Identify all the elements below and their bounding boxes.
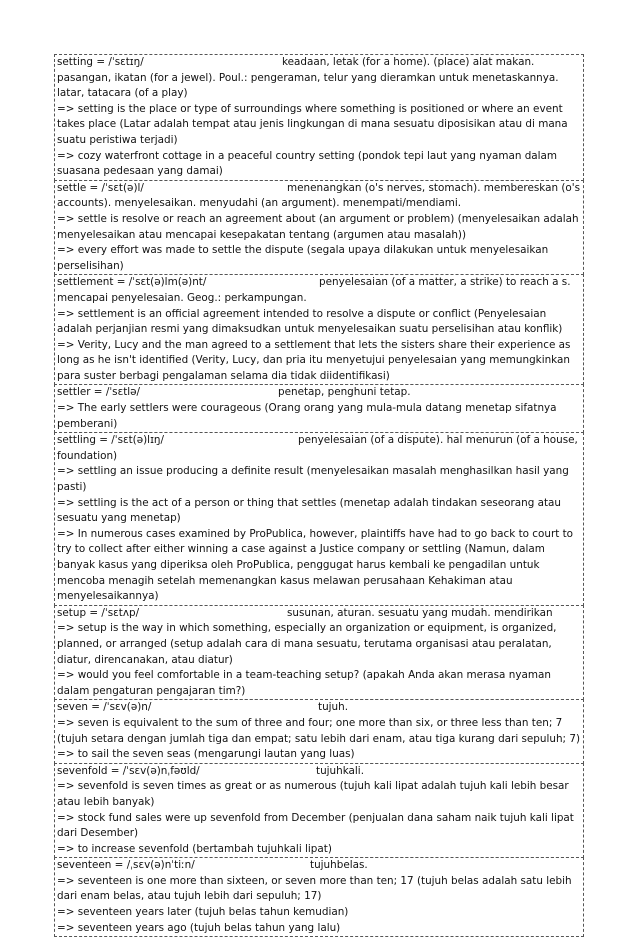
entry-meaning: tujuhkali. bbox=[316, 764, 364, 777]
example-line: => to increase sevenfold (bertambah tujuhkali lipat) bbox=[57, 842, 332, 855]
headword: seven = /ˈsɛv(ə)n/ bbox=[57, 701, 152, 714]
example-line: => stock fund sales were up sevenfold from December (penjualan dana saham naik tujuh kali lipat dari Desember) bbox=[57, 811, 574, 840]
entry-headline bbox=[57, 764, 581, 780]
example-line: => seventeen years later (tujuh belas tahun kemudian) bbox=[57, 906, 349, 919]
example-line: => seventeen is one more than sixteen, or seven more than ten; 17 (tujuh belas adalah satu lebih dari enam belas, atau tujuh lebih dari sepuluh; 17) bbox=[57, 874, 572, 903]
entry-meaning: tujuh. bbox=[318, 701, 349, 714]
dictionary-entry bbox=[54, 699, 584, 763]
entry-headline bbox=[57, 275, 581, 291]
example-line: => settling is the act of a person or thing that settles (menetap adalah tindakan seseorang atau sesuatu yang menetap) bbox=[57, 496, 562, 525]
example-line: => cozy waterfront cottage in a peaceful country setting (pondok tepi laut yang nyaman dalam suasana pedesaan yang damai) bbox=[57, 149, 558, 178]
headword: settle = /ˈsɛt(ə)l/ bbox=[57, 181, 144, 194]
headword: setup = /ˈsɛtʌp/ bbox=[57, 606, 140, 619]
headword: settler = /ˈsɛtlə/ bbox=[57, 386, 141, 399]
dictionary-entry bbox=[54, 763, 584, 859]
entry-meaning: tujuhbelas. bbox=[310, 859, 368, 872]
dictionary-entry bbox=[54, 54, 584, 181]
entry-headline bbox=[57, 55, 581, 71]
example-line: => settlement is an official agreement intended to resolve a dispute or conflict (Penyelesaian adalah perjanjian resmi yang dimaksudkan untuk menyelesaikan suatu perselisihan atau konflik) bbox=[57, 307, 563, 336]
entry-meaning: penetap, penghuni tetap. bbox=[278, 386, 411, 399]
entry-headline bbox=[57, 606, 581, 622]
example-line: => every effort was made to settle the dispute (segala upaya dilakukan untuk menyelesaikan perselisihan) bbox=[57, 244, 549, 272]
headword: settlement = /ˈsɛt(ə)lm(ə)nt/ bbox=[57, 276, 207, 289]
entry-meaning: susunan, aturan. sesuatu yang mudah. mendirikan bbox=[287, 606, 553, 619]
entry-meaning: menenangkan (o's nerves, stomach). membereskan (o's accounts). menyelesaikan. menyudahi (an argument). menempati/mendiami. bbox=[57, 181, 581, 210]
headword: sevenfold = /ˈsɛv(ə)nˌfəʊld/ bbox=[57, 764, 200, 777]
example-line: => seventeen years ago (tujuh belas tahun yang lalu) bbox=[57, 921, 341, 934]
entry-headline bbox=[57, 385, 581, 401]
example-line: => setting is the place or type of surroundings where something is positioned or where an event takes place (Latar adalah tempat atau jenis lingkungan di mana sesuatu diposisikan atau di mana suatu peristiwa terjadi) bbox=[57, 102, 568, 146]
entry-headline bbox=[57, 700, 581, 716]
dictionary-entry bbox=[54, 384, 584, 433]
example-line: => In numerous cases examined by ProPublica, however, plaintiffs have had to go back to court to try to collect after either winning a case against a Justice company or settling (Namun, dalam banyak kasus yang diperiksa oleh ProPublica, penggugat harus kembali ke pengadilan untuk mencoba menagih setelah memenangkan kasus melawan perusahaan Kehakiman atau menyelesaikannya) bbox=[57, 527, 574, 603]
entry-meaning: penyelesaian (of a matter, a strike) to reach a s. mencapai penyelesaian. Geog.: perkampungan. bbox=[57, 276, 571, 304]
dictionary-entry bbox=[54, 432, 584, 606]
dictionary-page bbox=[54, 55, 584, 937]
dictionary-entry bbox=[54, 857, 584, 937]
entry-meaning: penyelesaian (of a dispute). hal menurun (of a house, foundation) bbox=[57, 434, 578, 462]
dictionary-entry bbox=[54, 605, 584, 701]
headword: seventeen = /ˌsɛv(ə)nˈtiːn/ bbox=[57, 859, 195, 872]
headword: setting = /ˈsɛtɪŋ/ bbox=[57, 56, 144, 68]
example-line: => to sail the seven seas (mengarungi lautan yang luas) bbox=[57, 748, 355, 761]
example-line: => The early settlers were courageous (Orang orang yang mula-mula datang menetap sifatnya pemberani) bbox=[57, 402, 557, 430]
dictionary-entry bbox=[54, 274, 584, 385]
entry-headline bbox=[57, 858, 581, 874]
dictionary-entry bbox=[54, 180, 584, 276]
example-line: => seven is equivalent to the sum of three and four; one more than six, or three less than ten; 7 (tujuh setara dengan jumlah tiga dan empat; satu lebih dari enam, atau tiga kurang dari sepuluh; 7) bbox=[57, 716, 581, 745]
entry-meaning: keadaan, letak (for a home). (place) alat makan. pasangan, ikatan (for a jewel). Poul.: pengeraman, telur yang dieramkan untuk menetaskannya. latar, tatacara (of a play) bbox=[57, 56, 559, 100]
example-line: => sevenfold is seven times as great or as numerous (tujuh kali lipat adalah tujuh kali lebih besar atau lebih banyak) bbox=[57, 780, 569, 808]
entry-headline bbox=[57, 181, 581, 197]
example-line: => settle is resolve or reach an agreement about (an argument or problem) (menyelesaikan adalah menyelesaikan atau mencapai kesepakatan tentang (argumen atau masalah)) bbox=[57, 212, 579, 241]
example-line: => would you feel comfortable in a team-teaching setup? (apakah Anda akan merasa nyaman dalam pengaturan pengajaran tim?) bbox=[57, 669, 551, 697]
example-line: => settling an issue producing a definite result (menyelesaikan masalah menghasilkan hasil yang pasti) bbox=[57, 465, 569, 494]
headword: settling = /ˈsɛt(ə)lɪŋ/ bbox=[57, 434, 165, 447]
entry-headline bbox=[57, 433, 581, 449]
example-line: => setup is the way in which something, especially an organization or equipment, is organized, planned, or arranged (setup adalah cara di mana sesuatu, terutama organisasi atau peralatan, diatur, direncanakan, atau diatur) bbox=[57, 622, 557, 666]
example-line: => Verity, Lucy and the man agreed to a settlement that lets the sisters share their experience as long as he isn't identified (Verity, Lucy, dan pria itu menyetujui penyelesaian yang memungkinkan para suster berbagi pengalaman selama dia tidak diidentifikasi) bbox=[57, 338, 571, 382]
